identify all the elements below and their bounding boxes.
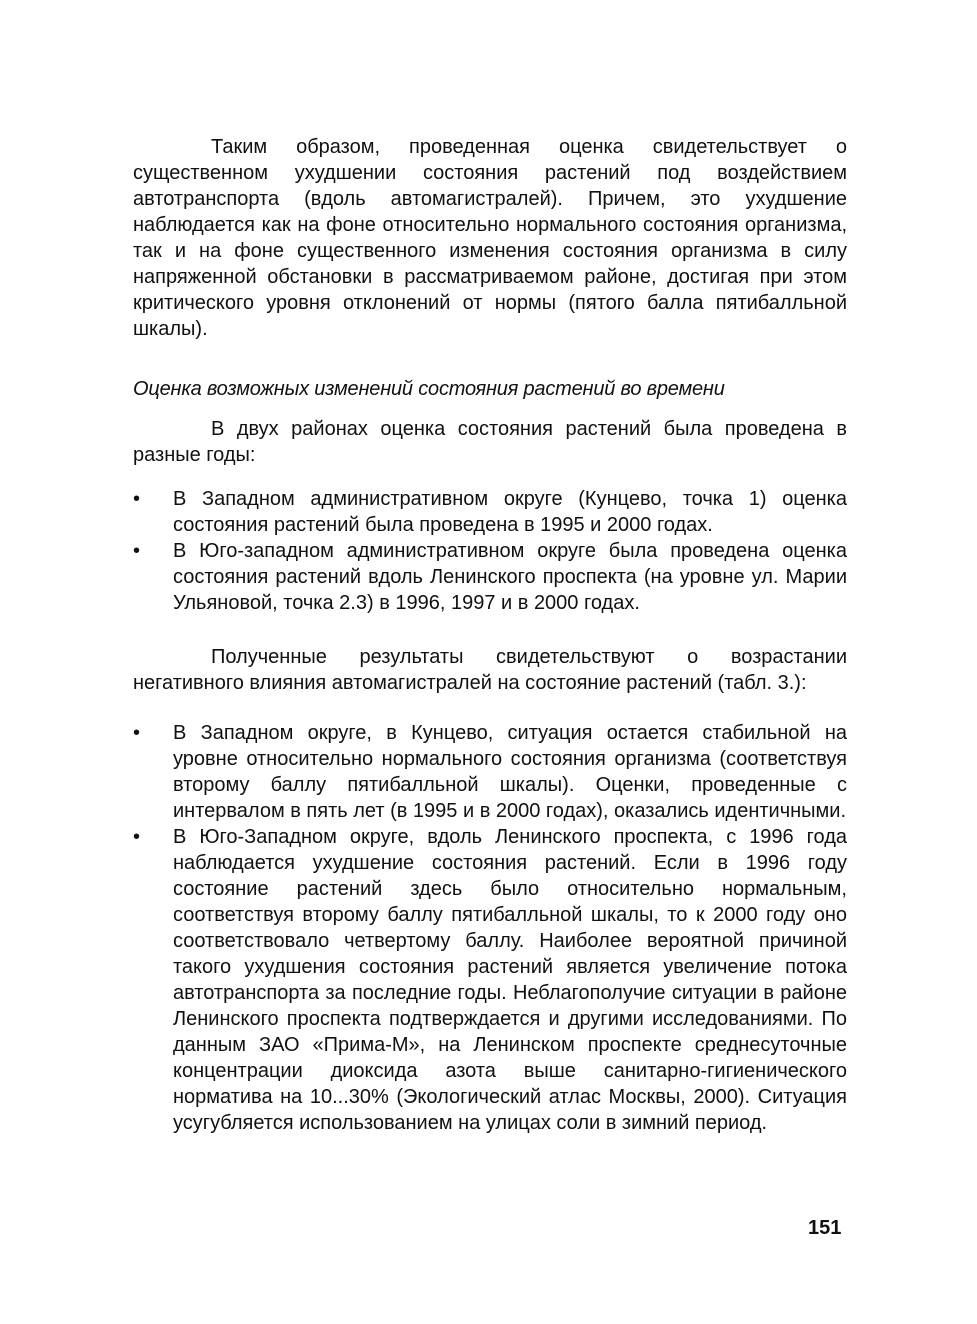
page-number: 151 (808, 1217, 842, 1239)
paragraph-intro: В двух районах оценка состояния растений была проведена в разные годы: (133, 418, 847, 466)
page-body (133, 134, 847, 1136)
list-item-text: В Юго-западном административном округе была проведена оценка состояния растений вдоль Ленинского проспекта (на уровне ул. Марии Ульяновой, точка 2.3) в 1996, 1997 и в 2000 годах. (173, 540, 847, 614)
list-item-text: В Западном округе, в Кунцево, ситуация остается стабильной на уровне относительно нормального состояния организма (соответствуя второму баллу пятибалльной шкалы). Оценки, проведенные с интервалом в пять лет (в 1995 и в 2000 годах), оказались идентичными. (173, 722, 847, 822)
list-item-text: В Юго-Западном округе, вдоль Ленинского проспекта, с 1996 года наблюдается ухудшение состояния растений. Если в 1996 году состояние растений здесь было относительно нормальным, соответствуя второму баллу пятибалльной шкалы, то к 2000 году оно соответствовало четвертому баллу. Наиболее вероятной причиной такого ухудшения состояния растений является увеличение потока автотранспорта за последние годы. Неблагополучие ситуации в районе Ленинского проспекта подтверждается и другими исследованиями. По данным ЗАО «Прима-М», на Ленинском проспекте среднесуточные концентрации диоксида азота выше санитарно-гигиенического норматива на 10...30% (Экологический атлас Москвы, 2000). Ситуация усугубляется использованием на улицах соли в зимний период. (173, 826, 847, 1134)
bullet-marker: • (133, 722, 141, 744)
bullet-marker: • (133, 488, 141, 510)
list-item-text: В Западном административном округе (Кунцево, точка 1) оценка состояния растений была проведена в 1995 и 2000 годах. (173, 488, 847, 536)
list-item (133, 538, 847, 616)
paragraph-results: Полученные результаты свидетельствуют о возрастании негативного влияния автомагистралей на состояние растений (табл. 3.): (133, 646, 847, 694)
bullet-list-districts (133, 486, 847, 616)
section-heading: Оценка возможных изменений состояния растений во времени (133, 378, 725, 400)
bullet-list-results (133, 720, 847, 1136)
bullet-marker: • (133, 826, 141, 848)
list-item (133, 720, 847, 824)
list-item (133, 486, 847, 538)
paragraph-conclusion: Таким образом, проведенная оценка свидетельствует о существенном ухудшении состояния растений под воздействием автотранспорта (вдоль автомагистралей). Причем, это ухудшение наблюдается как на фоне относительно нормального состояния организма, так и на фоне существенного изменения состояния организма в силу напряженной обстановки в рассматриваемом районе, достигая при этом критического уровня отклонений от нормы (пятого балла пятибалльной шкалы). (133, 136, 847, 340)
bullet-marker: • (133, 540, 141, 562)
list-item (133, 824, 847, 1136)
